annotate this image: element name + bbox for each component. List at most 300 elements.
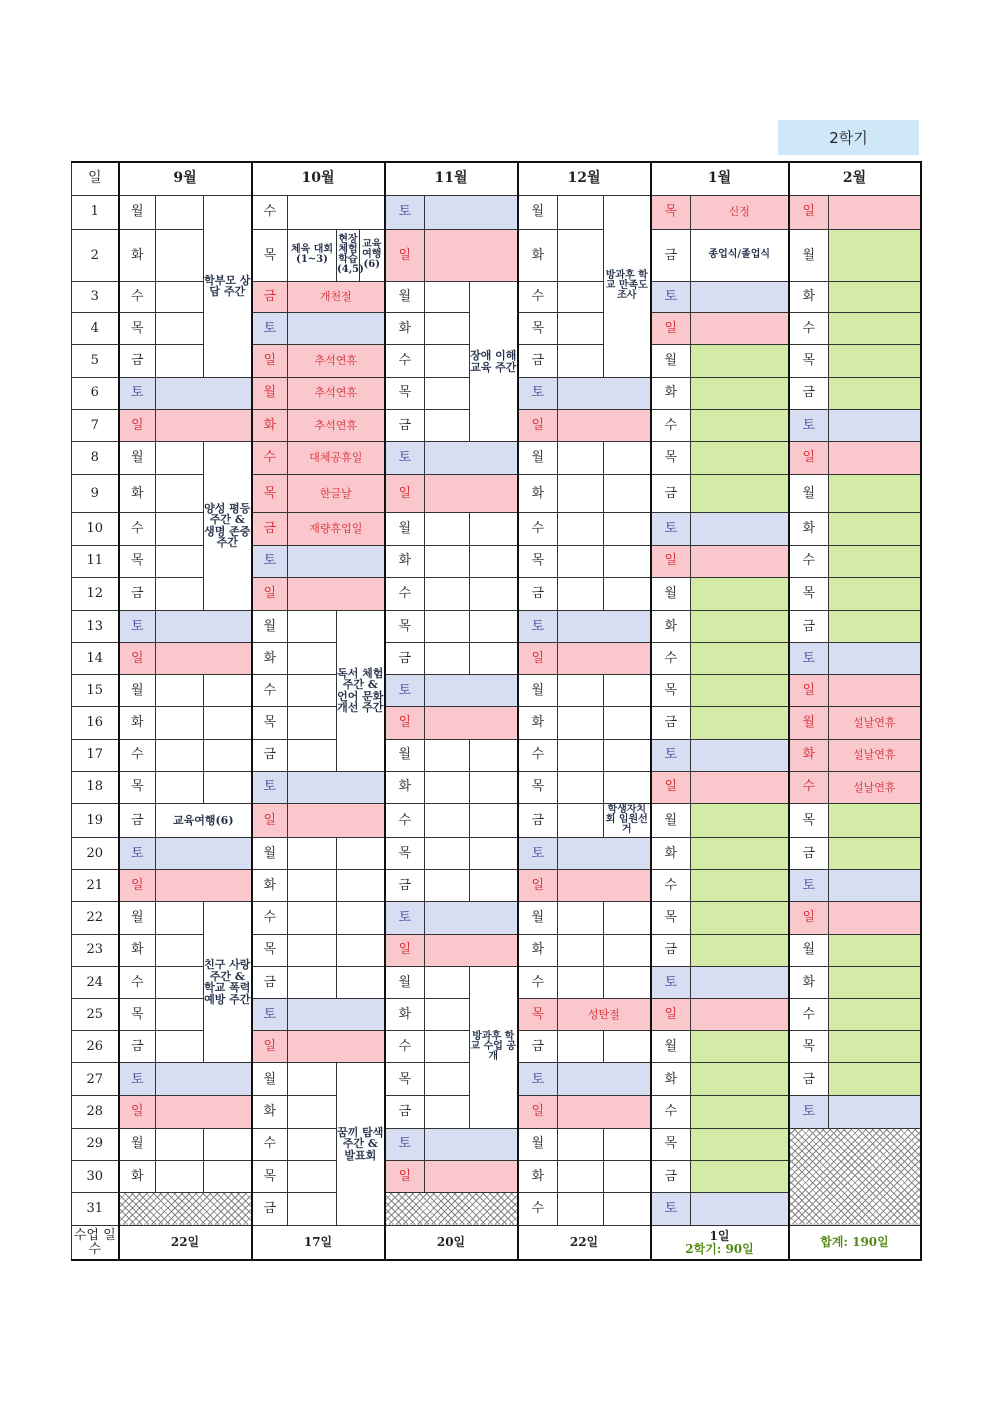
school-days-dec: 22일 — [518, 1226, 651, 1260]
vacation-cell — [829, 313, 921, 345]
calendar-cell — [425, 545, 470, 577]
weekday: 토 — [518, 1063, 558, 1096]
school-days-label: 수업 일수 — [72, 1226, 119, 1260]
weekday: 수 — [252, 441, 288, 474]
calendar-cell — [288, 675, 337, 707]
calendar-cell — [425, 1096, 470, 1128]
weekday: 일 — [119, 409, 156, 441]
weekday: 수 — [518, 966, 558, 998]
day-number: 23 — [72, 934, 119, 966]
weekday: 금 — [385, 870, 425, 902]
weekday: 토 — [518, 838, 558, 870]
calendar-cell — [558, 966, 604, 998]
day-number: 11 — [72, 545, 119, 577]
calendar-cell — [288, 545, 385, 577]
day-number: 20 — [72, 838, 119, 870]
day-row — [72, 934, 921, 966]
weekday: 화 — [518, 934, 558, 966]
day-number: 8 — [72, 441, 119, 474]
event-ceremony: 종업식/졸업식 — [691, 229, 789, 281]
calendar-cell — [204, 739, 252, 771]
weekday: 토 — [518, 610, 558, 642]
calendar-cell — [425, 966, 470, 998]
event-holiday: 한글날 — [288, 475, 385, 513]
weekday: 화 — [252, 643, 288, 675]
weekday: 금 — [385, 643, 425, 675]
weekday: 월 — [789, 707, 829, 739]
calendar-cell — [288, 707, 337, 739]
calendar-cell — [829, 441, 921, 474]
weekday: 토 — [518, 377, 558, 409]
weekday: 일 — [651, 545, 691, 577]
day-number: 6 — [72, 377, 119, 409]
calendar-cell — [558, 513, 604, 545]
empty-date-hatch — [385, 1192, 518, 1225]
calendar-cell — [470, 803, 518, 837]
day-row — [72, 610, 921, 642]
calendar-cell — [204, 707, 252, 739]
vacation-cell — [691, 1096, 789, 1128]
day-number: 24 — [72, 966, 119, 998]
weekday: 일 — [651, 313, 691, 345]
weekday: 목 — [252, 475, 288, 513]
calendar-cell — [288, 1096, 337, 1128]
calendar-cell — [558, 377, 651, 409]
day-number: 3 — [72, 282, 119, 313]
weekday: 월 — [119, 1128, 156, 1160]
weekday: 일 — [651, 771, 691, 803]
calendar-cell — [829, 643, 921, 675]
day-row — [72, 229, 921, 281]
event-holiday: 대체공휴일 — [288, 441, 385, 474]
calendar-cell — [288, 1128, 337, 1160]
calendar-cell — [470, 771, 518, 803]
weekday: 화 — [651, 610, 691, 642]
weekday: 화 — [518, 1160, 558, 1192]
calendar-cell — [470, 739, 518, 771]
semester-label: 2학기 — [778, 120, 919, 155]
calendar-cell — [156, 966, 204, 998]
day-number: 22 — [72, 902, 119, 934]
vacation-cell — [691, 409, 789, 441]
weekday: 토 — [789, 1096, 829, 1128]
school-days-nov: 20일 — [385, 1226, 518, 1260]
weekday: 수 — [518, 1192, 558, 1225]
event-dream-week: 꿈끼 탐색 주간 & 발표회 — [337, 1063, 385, 1226]
calendar-cell — [425, 675, 518, 707]
calendar-cell — [425, 902, 518, 934]
weekday: 토 — [651, 513, 691, 545]
calendar-cell — [425, 1031, 470, 1063]
weekday: 화 — [119, 229, 156, 281]
vacation-cell — [829, 1031, 921, 1063]
event-holiday: 설날연휴 — [829, 739, 921, 771]
weekday: 목 — [651, 195, 691, 229]
calendar-cell — [337, 902, 385, 934]
school-days-row — [72, 1226, 921, 1260]
weekday: 수 — [385, 803, 425, 837]
school-days-oct: 17일 — [252, 1226, 385, 1260]
calendar-cell — [691, 998, 789, 1030]
weekday: 화 — [651, 377, 691, 409]
event-field-trip: 교육여행(6) — [156, 803, 252, 837]
calendar-cell — [558, 577, 604, 610]
weekday: 수 — [385, 345, 425, 377]
day-number: 4 — [72, 313, 119, 345]
event-student-council: 학생자치회 임원선거 — [604, 803, 651, 837]
calendar-cell — [425, 282, 470, 313]
event-holiday: 신정 — [691, 195, 789, 229]
weekday: 금 — [651, 934, 691, 966]
event-gender-equality: 양성 평등 주간 & 생명 존중 주간 — [204, 441, 252, 610]
day-row — [72, 1128, 921, 1160]
weekday: 수 — [651, 409, 691, 441]
calendar-cell — [288, 1063, 337, 1096]
day-number: 2 — [72, 229, 119, 281]
weekday: 월 — [518, 675, 558, 707]
calendar-cell — [425, 441, 518, 474]
calendar-cell — [425, 610, 470, 642]
calendar-cell — [156, 739, 204, 771]
calendar-cell — [558, 610, 651, 642]
calendar-cell — [604, 771, 651, 803]
vacation-cell — [691, 345, 789, 377]
weekday: 월 — [518, 1128, 558, 1160]
calendar-cell — [558, 739, 604, 771]
calendar-cell — [288, 739, 337, 771]
weekday: 화 — [252, 870, 288, 902]
calendar-cell — [288, 1031, 385, 1063]
weekday: 일 — [518, 870, 558, 902]
weekday: 일 — [385, 707, 425, 739]
calendar-cell — [156, 998, 204, 1030]
weekday: 목 — [385, 610, 425, 642]
calendar-cell — [604, 1031, 651, 1063]
vacation-cell — [691, 934, 789, 966]
calendar-cell — [288, 771, 385, 803]
calendar-cell — [691, 1192, 789, 1225]
calendar-cell — [558, 475, 604, 513]
weekday: 토 — [119, 1063, 156, 1096]
weekday: 토 — [119, 377, 156, 409]
vacation-cell — [829, 345, 921, 377]
vacation-cell — [829, 229, 921, 281]
month-header-feb: 2월 — [789, 162, 921, 195]
calendar-cell — [558, 707, 604, 739]
weekday: 토 — [252, 998, 288, 1030]
vacation-cell — [829, 577, 921, 610]
calendar-cell — [691, 966, 789, 998]
weekday: 화 — [252, 409, 288, 441]
calendar-cell — [470, 610, 518, 642]
weekday: 수 — [789, 313, 829, 345]
calendar-cell — [558, 643, 651, 675]
weekday: 목 — [119, 313, 156, 345]
vacation-cell — [829, 513, 921, 545]
day-row — [72, 675, 921, 707]
calendar-cell — [156, 838, 252, 870]
event-holiday: 재량휴업일 — [288, 513, 385, 545]
calendar-cell — [829, 675, 921, 707]
event-holiday: 추석연휴 — [288, 409, 385, 441]
day-row — [72, 577, 921, 610]
school-days-sep: 22일 — [119, 1226, 252, 1260]
vacation-cell — [691, 870, 789, 902]
weekday: 화 — [789, 282, 829, 313]
calendar-cell — [288, 838, 337, 870]
day-number: 15 — [72, 675, 119, 707]
calendar-cell — [558, 1031, 604, 1063]
weekday: 일 — [385, 934, 425, 966]
weekday: 금 — [651, 475, 691, 513]
weekday: 일 — [518, 643, 558, 675]
calendar-cell — [604, 966, 651, 998]
weekday: 일 — [252, 1031, 288, 1063]
calendar-cell — [156, 771, 204, 803]
weekday: 목 — [385, 1063, 425, 1096]
weekday: 금 — [651, 229, 691, 281]
calendar-cell — [691, 771, 789, 803]
calendar-cell — [156, 577, 204, 610]
calendar-cell — [604, 513, 651, 545]
weekday: 월 — [518, 441, 558, 474]
weekday: 월 — [385, 282, 425, 313]
weekday: 금 — [385, 409, 425, 441]
weekday: 일 — [385, 229, 425, 281]
vacation-cell — [829, 475, 921, 513]
day-number: 1 — [72, 195, 119, 229]
calendar-cell — [288, 643, 337, 675]
calendar-cell — [288, 998, 385, 1030]
weekday: 목 — [385, 377, 425, 409]
calendar-cell — [425, 229, 518, 281]
calendar-cell — [156, 195, 204, 229]
calendar-cell — [425, 838, 470, 870]
calendar-cell — [691, 513, 789, 545]
weekday: 금 — [651, 707, 691, 739]
weekday: 수 — [252, 1128, 288, 1160]
vacation-cell — [691, 441, 789, 474]
day-row — [72, 902, 921, 934]
calendar-cell — [691, 545, 789, 577]
calendar-cell — [288, 870, 337, 902]
calendar-cell — [288, 1192, 337, 1225]
vacation-cell — [691, 643, 789, 675]
calendar-cell — [425, 771, 470, 803]
weekday: 목 — [651, 675, 691, 707]
weekday: 화 — [518, 475, 558, 513]
calendar-cell — [470, 577, 518, 610]
header-row — [72, 162, 921, 195]
vacation-cell — [691, 838, 789, 870]
weekday: 금 — [789, 1063, 829, 1096]
weekday: 수 — [518, 282, 558, 313]
calendar-cell — [558, 902, 604, 934]
vacation-cell — [829, 966, 921, 998]
vacation-cell — [829, 377, 921, 409]
weekday: 월 — [789, 934, 829, 966]
weekday: 월 — [789, 475, 829, 513]
day-number: 18 — [72, 771, 119, 803]
day-number: 31 — [72, 1192, 119, 1225]
vacation-cell — [691, 610, 789, 642]
day-number: 29 — [72, 1128, 119, 1160]
calendar-cell — [156, 902, 204, 934]
calendar-cell — [156, 475, 204, 513]
weekday: 토 — [252, 545, 288, 577]
weekday: 화 — [789, 966, 829, 998]
weekday: 목 — [119, 771, 156, 803]
day-number: 30 — [72, 1160, 119, 1192]
event-disability-week: 장애 이해 교육 주간 — [470, 282, 518, 442]
weekday: 화 — [385, 771, 425, 803]
weekday: 목 — [651, 902, 691, 934]
weekday: 일 — [385, 475, 425, 513]
weekday: 일 — [119, 870, 156, 902]
calendar-cell — [425, 998, 470, 1030]
weekday: 금 — [789, 610, 829, 642]
weekday: 토 — [385, 1128, 425, 1160]
calendar-cell — [558, 870, 651, 902]
calendar-cell — [558, 313, 604, 345]
weekday: 화 — [252, 1096, 288, 1128]
weekday: 일 — [252, 577, 288, 610]
weekday: 금 — [119, 1031, 156, 1063]
calendar-cell — [829, 195, 921, 229]
calendar-cell — [156, 1128, 204, 1160]
weekday: 일 — [119, 1096, 156, 1128]
weekday: 월 — [252, 377, 288, 409]
weekday: 월 — [651, 577, 691, 610]
calendar-cell — [604, 934, 651, 966]
weekday: 화 — [119, 475, 156, 513]
calendar-cell — [558, 345, 604, 377]
vacation-cell — [691, 377, 789, 409]
weekday: 금 — [119, 803, 156, 837]
vacation-cell — [829, 282, 921, 313]
calendar-cell — [604, 545, 651, 577]
weekday: 월 — [119, 902, 156, 934]
calendar-cell — [425, 377, 470, 409]
calendar-cell — [156, 1160, 204, 1192]
calendar-cell — [558, 229, 604, 281]
weekday: 월 — [385, 739, 425, 771]
calendar-cell — [829, 1096, 921, 1128]
calendar-cell — [337, 870, 385, 902]
yearly-total: 합계: 190일 — [789, 1226, 921, 1260]
calendar-cell — [156, 707, 204, 739]
calendar-cell — [156, 1096, 252, 1128]
weekday: 금 — [518, 803, 558, 837]
weekday: 수 — [385, 577, 425, 610]
month-header-oct: 10월 — [252, 162, 385, 195]
weekday: 수 — [119, 966, 156, 998]
calendar-cell — [288, 610, 337, 642]
weekday: 목 — [789, 1031, 829, 1063]
calendar-cell — [604, 707, 651, 739]
calendar-cell — [156, 313, 204, 345]
calendar-cell — [558, 409, 651, 441]
vacation-cell — [691, 1160, 789, 1192]
weekday: 금 — [252, 739, 288, 771]
calendar-cell — [425, 739, 470, 771]
weekday: 화 — [119, 934, 156, 966]
weekday: 금 — [518, 577, 558, 610]
calendar-cell — [558, 934, 604, 966]
weekday: 수 — [252, 195, 288, 229]
calendar-cell — [604, 739, 651, 771]
day-number: 17 — [72, 739, 119, 771]
weekday: 월 — [385, 513, 425, 545]
day-number: 12 — [72, 577, 119, 610]
calendar-cell — [558, 545, 604, 577]
weekday: 수 — [789, 771, 829, 803]
weekday: 월 — [651, 1031, 691, 1063]
event-holiday: 설날연휴 — [829, 771, 921, 803]
weekday: 화 — [651, 1063, 691, 1096]
calendar-cell — [156, 934, 204, 966]
weekday: 금 — [651, 1160, 691, 1192]
calendar-cell — [558, 838, 651, 870]
weekday: 수 — [119, 739, 156, 771]
weekday: 금 — [518, 345, 558, 377]
event-afterschool-open: 방과후 학교 수업 공개 — [470, 966, 518, 1128]
weekday: 목 — [651, 1128, 691, 1160]
weekday: 목 — [385, 838, 425, 870]
calendar-cell — [288, 934, 337, 966]
calendar-cell — [425, 1160, 518, 1192]
vacation-cell — [691, 1031, 789, 1063]
weekday: 목 — [252, 229, 288, 281]
calendar-cell — [156, 345, 204, 377]
weekday: 수 — [789, 545, 829, 577]
weekday: 토 — [789, 409, 829, 441]
weekday: 금 — [252, 282, 288, 313]
weekday: 월 — [385, 966, 425, 998]
day-number: 19 — [72, 803, 119, 837]
day-row — [72, 838, 921, 870]
day-row — [72, 282, 921, 313]
empty-date-hatch — [119, 1192, 252, 1225]
weekday: 목 — [252, 934, 288, 966]
vacation-cell — [691, 707, 789, 739]
weekday: 일 — [789, 675, 829, 707]
calendar-cell — [204, 771, 252, 803]
calendar-cell — [425, 1063, 470, 1096]
weekday: 화 — [518, 229, 558, 281]
day-row — [72, 870, 921, 902]
weekday: 금 — [252, 513, 288, 545]
day-row — [72, 441, 921, 474]
calendar-cell — [558, 803, 604, 837]
weekday: 화 — [789, 513, 829, 545]
calendar-cell — [156, 545, 204, 577]
weekday: 일 — [651, 998, 691, 1030]
day-row — [72, 739, 921, 771]
weekday: 월 — [252, 838, 288, 870]
vacation-cell — [691, 577, 789, 610]
weekday: 목 — [119, 545, 156, 577]
calendar-cell — [156, 643, 252, 675]
calendar-cell — [156, 1031, 204, 1063]
calendar-cell — [470, 838, 518, 870]
calendar-cell — [604, 675, 651, 707]
weekday: 화 — [119, 1160, 156, 1192]
calendar-cell — [156, 675, 204, 707]
weekday: 수 — [119, 513, 156, 545]
vacation-cell — [691, 675, 789, 707]
vacation-cell — [829, 610, 921, 642]
